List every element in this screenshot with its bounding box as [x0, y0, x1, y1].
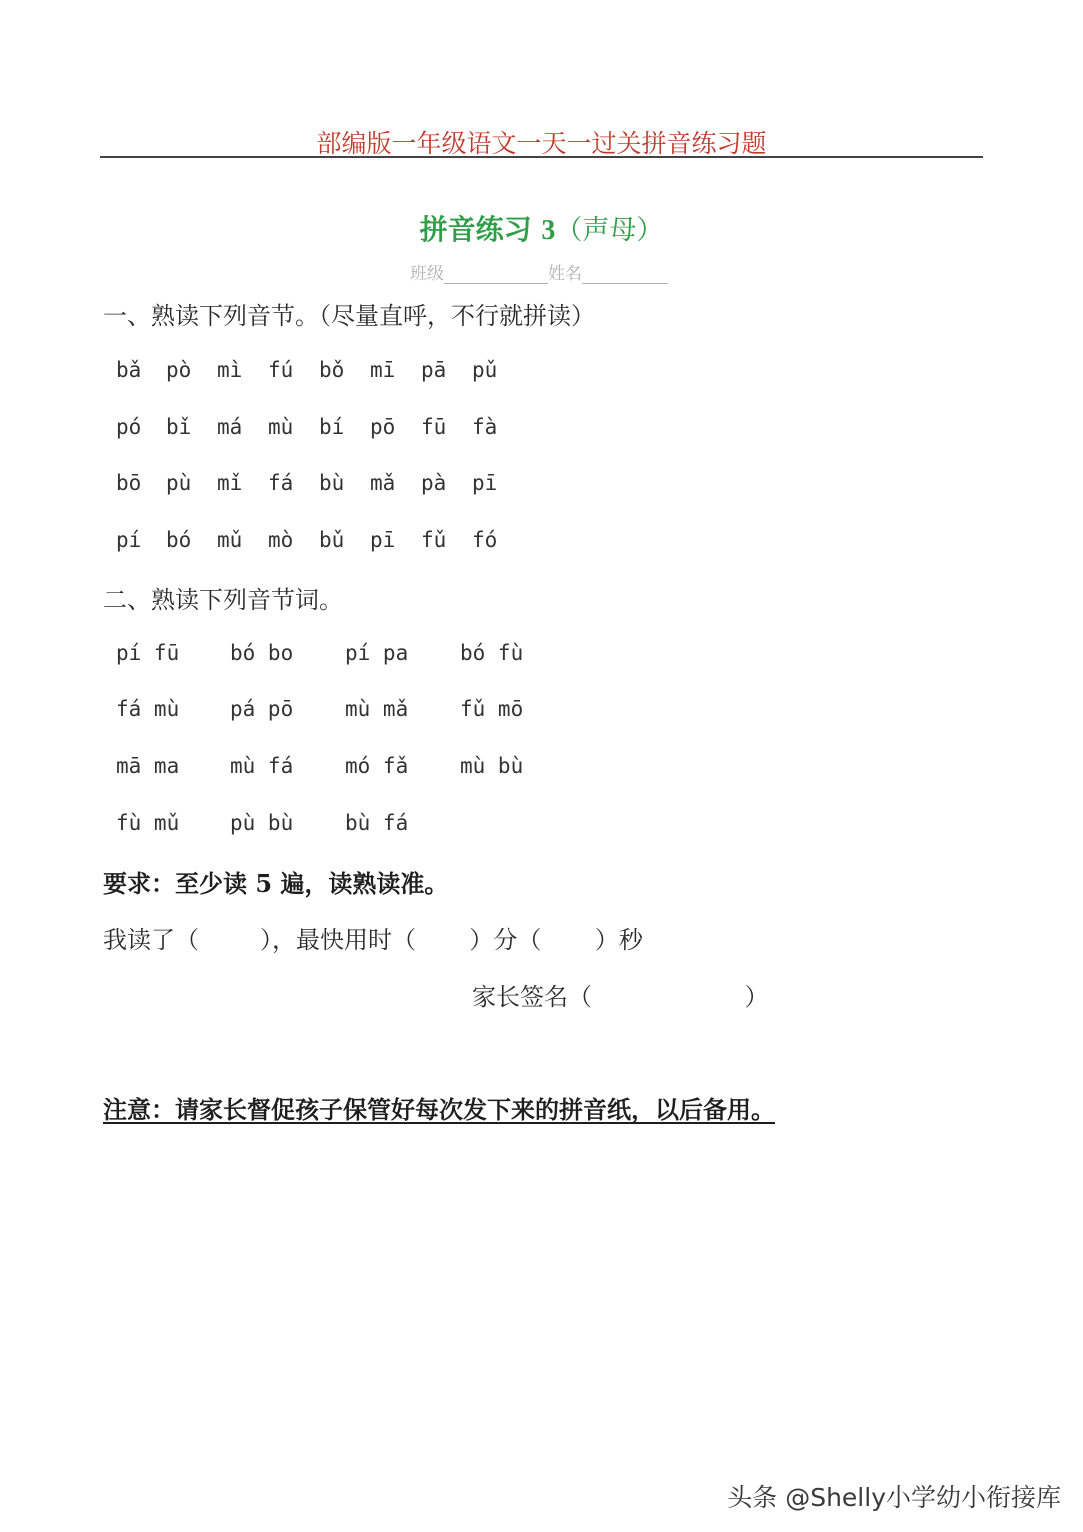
syllable: pà: [421, 471, 447, 495]
pinyin-word: bù fá: [345, 811, 409, 835]
pinyin-word: mā ma: [116, 754, 180, 778]
parent-signature-line: 家长签名（ ）: [472, 983, 769, 1011]
class-name-fields: [410, 259, 668, 284]
pinyin-word: pí pa: [345, 641, 409, 665]
pinyin-word: pí fū: [116, 641, 180, 665]
syllable: pù: [166, 471, 192, 495]
pinyin-word: mù bù: [460, 754, 524, 778]
syllable: bù: [319, 471, 345, 495]
pinyin-word: pù bù: [230, 811, 294, 835]
pinyin-word: mù fá: [230, 754, 294, 778]
syllable: mǔ: [217, 528, 243, 552]
syllable: pí: [116, 528, 142, 552]
syllable: mǐ: [217, 471, 243, 495]
pinyin-word: fǔ mō: [460, 697, 524, 721]
syllable: pō: [370, 415, 396, 439]
reading-record-line: 我读了（ ），最快用时（ ）分（ ）秒: [103, 926, 643, 954]
syllable: mù: [268, 415, 294, 439]
pinyin-word: mù mǎ: [345, 697, 409, 721]
syllable: mò: [268, 528, 294, 552]
exercise-title-subtitle: （声母）: [555, 215, 664, 246]
class-label: 班级: [410, 264, 444, 284]
syllable: pǔ: [472, 358, 498, 382]
syllable: pā: [421, 358, 447, 382]
exercise-title: [0, 208, 1083, 248]
source-watermark: 头条 @Shelly小学幼小衔接库: [727, 1483, 1061, 1512]
syllable: bǔ: [319, 528, 345, 552]
syllable: má: [217, 415, 243, 439]
name-blank: [582, 265, 668, 284]
syllable: pī: [472, 471, 498, 495]
section1-heading: 一、熟读下列音节。（尽量直呼，不行就拼读）: [103, 302, 595, 330]
pinyin-word: bó bo: [230, 641, 294, 665]
syllable: pò: [166, 358, 192, 382]
syllable: pī: [370, 528, 396, 552]
reading-requirement: 要求：至少读 5 遍，读熟读准。: [103, 869, 449, 898]
syllable: mì: [217, 358, 243, 382]
pinyin-word: bó fù: [460, 641, 524, 665]
syllable: fá: [268, 471, 294, 495]
pinyin-word: fù mǔ: [116, 811, 180, 835]
syllable: pó: [116, 415, 142, 439]
syllable: bí: [319, 415, 345, 439]
section2-heading: 二、熟读下列音节词。: [103, 586, 343, 614]
syllable: mī: [370, 358, 396, 382]
document-header-title: 部编版一年级语文一天一过关拼音练习题: [316, 129, 767, 158]
syllable: bǎ: [116, 358, 142, 382]
syllable: fó: [472, 528, 498, 552]
syllable: bō: [116, 471, 142, 495]
pinyin-word: pá pō: [230, 697, 294, 721]
exercise-number: 3: [541, 215, 556, 246]
syllable: fà: [472, 415, 498, 439]
exercise-title-main: 拼音练习: [419, 213, 532, 246]
name-label: 姓名: [548, 264, 582, 284]
syllable: mǎ: [370, 471, 396, 495]
syllable: fú: [268, 358, 294, 382]
syllable: fǔ: [421, 528, 447, 552]
header-divider: [100, 156, 983, 158]
parent-note: 注意：请家长督促孩子保管好每次发下来的拼音纸，以后备用。: [103, 1095, 775, 1124]
class-blank: [444, 265, 548, 284]
syllable: bǐ: [166, 415, 192, 439]
syllable: fū: [421, 415, 447, 439]
syllable: bǒ: [319, 358, 345, 382]
pinyin-word: fá mù: [116, 697, 180, 721]
pinyin-word: mó fǎ: [345, 754, 409, 778]
syllable: bó: [166, 528, 192, 552]
